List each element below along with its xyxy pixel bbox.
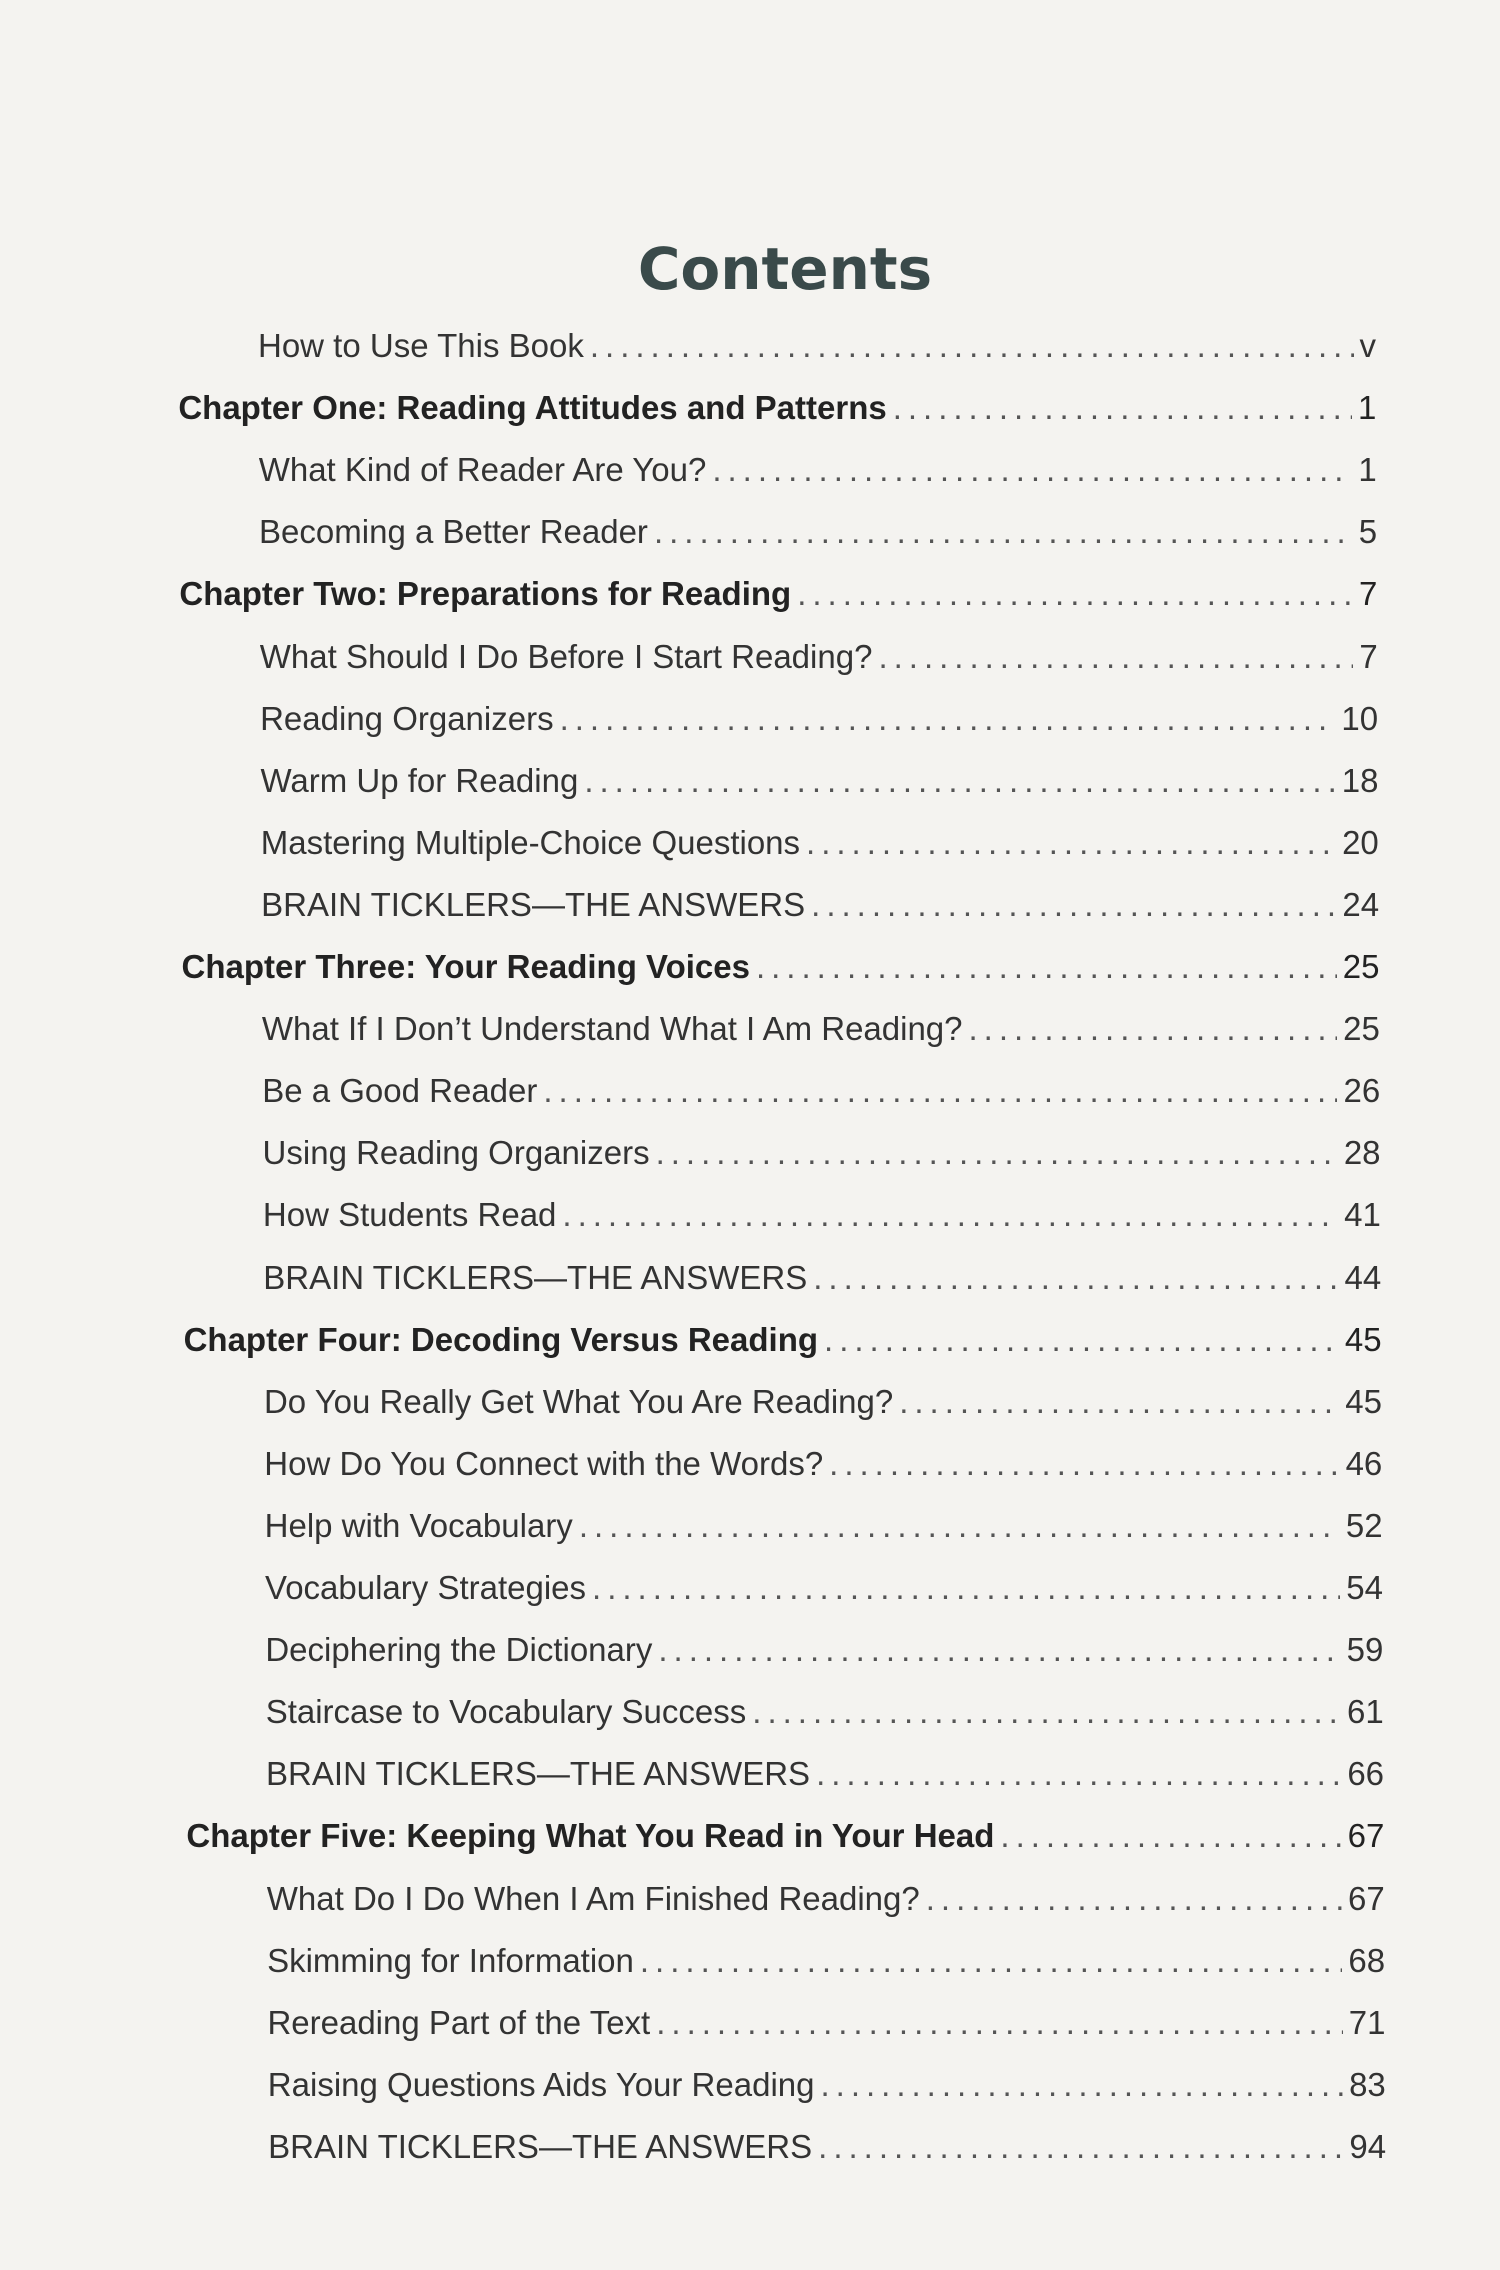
toc-leader-dots (590, 322, 1354, 370)
toc-section-row (264, 1378, 1382, 1426)
toc-page-number: 71 (1348, 2003, 1386, 2041)
toc-entry-label: Warm Up for Reading (260, 761, 579, 799)
toc-leader-dots (592, 1564, 1340, 1612)
toc-leader-dots (899, 1378, 1339, 1426)
toc-leader-dots (818, 2123, 1343, 2171)
toc-entry-label: What Do I Do When I Am Finished Reading? (266, 1879, 920, 1917)
toc-page-number: 28 (1343, 1134, 1381, 1172)
toc-leader-dots (640, 1937, 1342, 1985)
toc-section-row (259, 446, 1377, 494)
toc-entry-label: Staircase to Vocabulary Success (265, 1693, 747, 1731)
toc-page-number: 26 (1343, 1072, 1381, 1110)
toc-chapter-row (184, 1316, 1382, 1364)
toc-leader-dots (579, 1502, 1340, 1550)
toc-entry-label: Raising Questions Aids Your Reading (267, 2065, 815, 2103)
toc-entry-label: Vocabulary Strategies (265, 1569, 587, 1606)
toc-section-row (265, 1626, 1383, 1674)
toc-page-number: 46 (1345, 1444, 1383, 1482)
toc-entry-label: Rereading Part of the Text (267, 2003, 651, 2041)
toc-entry-label: BRAIN TICKLERS—THE ANSWERS (263, 1258, 808, 1296)
toc-section-row (267, 1937, 1385, 1985)
toc-page-number: 10 (1341, 699, 1379, 737)
toc-entry-label: Mastering Multiple-Choice Questions (260, 823, 801, 861)
toc-entry-label: How Do You Connect with the Words? (264, 1444, 824, 1482)
toc-leader-dots (816, 1750, 1341, 1798)
toc-page-number: 67 (1348, 1879, 1385, 1917)
toc-leader-dots (1000, 1812, 1341, 1860)
toc-entry-label: Deciphering the Dictionary (265, 1631, 653, 1669)
toc-leader-dots (752, 1688, 1341, 1736)
toc-page-number: 24 (1342, 885, 1380, 923)
toc-entry-label: Skimming for Information (267, 1941, 634, 1979)
toc-section-row (265, 1564, 1383, 1612)
toc-chapter-row (186, 1812, 1384, 1860)
toc-page-number: 61 (1346, 1693, 1384, 1731)
toc-leader-dots (656, 1129, 1338, 1177)
toc-page-number: 20 (1342, 823, 1379, 861)
toc-entry-label: Chapter One: Reading Attitudes and Patterns (178, 389, 887, 427)
toc-section-row (263, 1254, 1381, 1302)
toc-leader-dots (797, 570, 1353, 618)
toc-leader-dots (821, 2061, 1344, 2109)
toc-section-row (259, 508, 1377, 556)
toc-page-number: 66 (1347, 1755, 1385, 1793)
toc-leader-dots (658, 1626, 1340, 1674)
toc-page-number: 45 (1344, 1320, 1382, 1358)
toc-page-number: 52 (1345, 1506, 1383, 1544)
toc-entry-label: BRAIN TICKLERS—THE ANSWERS (266, 1755, 811, 1793)
toc-entry-label: What Should I Do Before I Start Reading? (259, 637, 873, 675)
toc-entry-label: Reading Organizers (260, 699, 554, 737)
toc-chapter-row (178, 384, 1376, 432)
toc-chapter-row (179, 570, 1377, 618)
toc-entry-label: Chapter Four: Decoding Versus Reading (183, 1320, 819, 1358)
toc-page-number: 18 (1341, 761, 1379, 799)
toc-leader-dots (878, 633, 1353, 681)
toc-leader-dots (969, 1005, 1338, 1053)
toc-section-row (262, 1067, 1380, 1115)
toc-section-row (268, 2061, 1386, 2109)
toc-page-number: 25 (1343, 1010, 1380, 1048)
toc-entry-label: Chapter Three: Your Reading Voices (181, 948, 750, 985)
toc-page-number: v (1359, 327, 1376, 364)
toc-entry-label: Chapter Five: Keeping What You Read in Your Head (186, 1817, 995, 1855)
toc-leader-dots (654, 508, 1353, 556)
toc-page-number: 94 (1349, 2127, 1387, 2165)
toc-entry-label: Help with Vocabulary (264, 1506, 573, 1544)
toc-chapter-row (182, 943, 1380, 991)
toc-section-row (266, 1750, 1384, 1798)
toc-section-row (267, 1999, 1385, 2047)
toc-page-number: 59 (1346, 1631, 1384, 1669)
toc-leader-dots (584, 757, 1335, 805)
toc-section-row (258, 322, 1376, 370)
toc-leader-dots (756, 943, 1337, 991)
toc-entry-label: Using Reading Organizers (262, 1134, 650, 1172)
toc-page-number: 45 (1345, 1382, 1382, 1420)
toc-page-number: 1 (1357, 389, 1377, 427)
toc-section-row (263, 1129, 1381, 1177)
toc-entry-label: How Students Read (262, 1196, 557, 1234)
toc-section-row (260, 633, 1378, 681)
toc-entry-label: How to Use This Book (258, 327, 584, 364)
toc-entry-label: Do You Really Get What You Are Reading? (263, 1382, 894, 1420)
toc-section-row (262, 1005, 1380, 1053)
toc-page-number: 1 (1358, 451, 1377, 489)
toc-entry-label: Chapter Two: Preparations for Reading (179, 575, 792, 613)
toc-section-row (261, 881, 1379, 929)
toc-entry-label: What If I Don’t Understand What I Am Reading? (261, 1010, 963, 1048)
toc-page-number: 7 (1359, 637, 1378, 675)
page-title: Contents (637, 234, 933, 303)
toc-section-row (265, 1502, 1383, 1550)
toc-page-number: 41 (1344, 1196, 1381, 1234)
toc-entry-label: Be a Good Reader (262, 1072, 538, 1110)
toc-entry-label: What Kind of Reader Are You? (258, 451, 707, 489)
toc-section-row (260, 695, 1378, 743)
toc-page-number: 68 (1348, 1941, 1386, 1979)
toc-section-row (267, 1875, 1385, 1923)
toc-leader-dots (811, 881, 1336, 929)
toc-page-number: 25 (1342, 948, 1380, 985)
toc-page-number: 44 (1344, 1258, 1382, 1296)
toc-page-number: 7 (1359, 575, 1378, 613)
toc-section-row (264, 1440, 1382, 1488)
toc-leader-dots (829, 1440, 1339, 1488)
toc-leader-dots (926, 1875, 1342, 1923)
toc-entry-label: BRAIN TICKLERS—THE ANSWERS (268, 2127, 813, 2165)
toc-leader-dots (813, 1254, 1338, 1302)
toc-page-number: 54 (1346, 1569, 1383, 1606)
toc-leader-dots (893, 384, 1352, 432)
toc-leader-dots (712, 446, 1352, 494)
toc-leader-dots (543, 1067, 1337, 1115)
toc-leader-dots (824, 1316, 1339, 1364)
toc-page-number: 67 (1347, 1817, 1385, 1855)
toc-page-number: 83 (1349, 2065, 1386, 2103)
toc-page-number: 5 (1358, 513, 1378, 551)
toc-section-row (266, 1688, 1384, 1736)
toc-section-row (261, 819, 1379, 867)
toc-entry-label: BRAIN TICKLERS—THE ANSWERS (261, 885, 806, 923)
toc-leader-dots (560, 695, 1336, 743)
toc-leader-dots (562, 1191, 1338, 1239)
toc-leader-dots (656, 1999, 1342, 2047)
toc-entry-label: Becoming a Better Reader (259, 513, 648, 551)
toc-leader-dots (806, 819, 1336, 867)
toc-section-row (263, 1191, 1381, 1239)
toc-section-row (268, 2123, 1386, 2171)
toc-section-row (260, 757, 1378, 805)
